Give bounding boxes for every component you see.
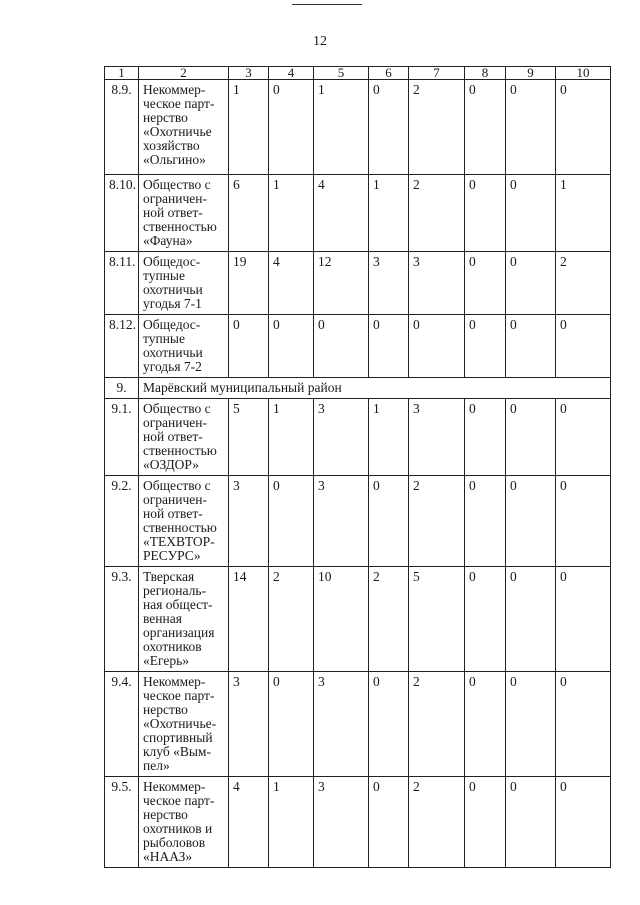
organization-name: Общество с ограничен- ной ответ- ственностью «ТЕХВТОР- РЕСУРС» (139, 476, 229, 567)
value-cell: 4 (314, 175, 369, 252)
value-cell: 0 (369, 777, 409, 868)
table-row (105, 175, 611, 252)
value-cell: 3 (409, 252, 465, 315)
row-number: 8.12. (105, 315, 139, 378)
value-cell: 3 (229, 476, 269, 567)
table-row (105, 777, 611, 868)
value-cell: 0 (556, 567, 611, 672)
value-cell: 0 (269, 476, 314, 567)
organization-name: Общество с ограничен- ной ответ- ственностью «Фауна» (139, 175, 229, 252)
value-cell: 3 (314, 476, 369, 567)
value-cell: 3 (229, 672, 269, 777)
column-header: 1 (105, 67, 139, 80)
organization-name: Общедос- тупные охотничьи угодья 7-1 (139, 252, 229, 315)
column-header: 10 (556, 67, 611, 80)
value-cell: 0 (506, 399, 556, 476)
table-row (105, 252, 611, 315)
value-cell: 3 (369, 252, 409, 315)
value-cell: 3 (314, 399, 369, 476)
value-cell: 3 (314, 777, 369, 868)
value-cell: 0 (369, 672, 409, 777)
value-cell: 1 (556, 175, 611, 252)
value-cell: 5 (409, 567, 465, 672)
column-header: 8 (465, 67, 506, 80)
value-cell: 0 (465, 252, 506, 315)
table-row (105, 672, 611, 777)
value-cell: 0 (314, 315, 369, 378)
value-cell: 0 (465, 175, 506, 252)
value-cell: 5 (229, 399, 269, 476)
value-cell: 0 (506, 672, 556, 777)
header-row (105, 67, 611, 80)
value-cell: 0 (506, 80, 556, 175)
value-cell: 1 (269, 175, 314, 252)
value-cell: 1 (369, 175, 409, 252)
organization-name: Тверская региональ- ная общест- венная организация охотников «Егерь» (139, 567, 229, 672)
value-cell: 0 (369, 315, 409, 378)
value-cell: 0 (229, 315, 269, 378)
value-cell: 0 (465, 80, 506, 175)
value-cell: 1 (314, 80, 369, 175)
row-number: 8.11. (105, 252, 139, 315)
organization-name: Некоммер- ческое парт- нерство охотников и рыболовов «НААЗ» (139, 777, 229, 868)
table-row (105, 315, 611, 378)
row-number: 9.2. (105, 476, 139, 567)
value-cell: 0 (506, 315, 556, 378)
value-cell: 12 (314, 252, 369, 315)
value-cell: 3 (409, 399, 465, 476)
value-cell: 10 (314, 567, 369, 672)
value-cell: 2 (409, 175, 465, 252)
section-title: Марёвский муниципальный район (139, 378, 611, 399)
value-cell: 1 (269, 777, 314, 868)
table-row (105, 567, 611, 672)
value-cell: 6 (229, 175, 269, 252)
column-header: 9 (506, 67, 556, 80)
value-cell: 0 (506, 175, 556, 252)
row-number: 9.3. (105, 567, 139, 672)
value-cell: 2 (556, 252, 611, 315)
value-cell: 0 (269, 80, 314, 175)
organization-name: Общедос- тупные охотничьи угодья 7-2 (139, 315, 229, 378)
value-cell: 0 (556, 80, 611, 175)
value-cell: 0 (556, 672, 611, 777)
table-row (105, 399, 611, 476)
value-cell: 19 (229, 252, 269, 315)
table-row (105, 476, 611, 567)
value-cell: 2 (409, 777, 465, 868)
page-number: 12 (313, 34, 327, 49)
value-cell: 0 (506, 777, 556, 868)
hunting-grounds-table (104, 66, 611, 868)
value-cell: 2 (369, 567, 409, 672)
value-cell: 1 (369, 399, 409, 476)
row-number: 9.5. (105, 777, 139, 868)
column-header: 2 (139, 67, 229, 80)
column-header: 7 (409, 67, 465, 80)
organization-name: Общество с ограничен- ной ответ- ственностью «ОЗДОР» (139, 399, 229, 476)
value-cell: 0 (506, 476, 556, 567)
section-row (105, 378, 611, 399)
value-cell: 0 (506, 567, 556, 672)
value-cell: 0 (409, 315, 465, 378)
value-cell: 3 (314, 672, 369, 777)
organization-name: Некоммер- ческое парт- нерство «Охотничье хозяйство «Ольгино» (139, 80, 229, 175)
column-header: 4 (269, 67, 314, 80)
value-cell: 0 (506, 252, 556, 315)
value-cell: 1 (229, 80, 269, 175)
table-row (105, 80, 611, 175)
value-cell: 0 (556, 777, 611, 868)
value-cell: 0 (369, 80, 409, 175)
value-cell: 4 (229, 777, 269, 868)
value-cell: 0 (465, 672, 506, 777)
row-number: 9. (105, 378, 139, 399)
value-cell: 0 (465, 399, 506, 476)
value-cell: 4 (269, 252, 314, 315)
value-cell: 2 (409, 476, 465, 567)
value-cell: 0 (556, 315, 611, 378)
row-number: 8.10. (105, 175, 139, 252)
value-cell: 0 (556, 399, 611, 476)
row-number: 8.9. (105, 80, 139, 175)
value-cell: 0 (465, 567, 506, 672)
value-cell: 0 (465, 777, 506, 868)
row-number: 9.1. (105, 399, 139, 476)
column-header: 5 (314, 67, 369, 80)
value-cell: 0 (369, 476, 409, 567)
value-cell: 0 (269, 672, 314, 777)
column-header: 6 (369, 67, 409, 80)
value-cell: 14 (229, 567, 269, 672)
row-number: 9.4. (105, 672, 139, 777)
top-edge-mark (292, 4, 362, 5)
value-cell: 2 (269, 567, 314, 672)
value-cell: 0 (465, 315, 506, 378)
value-cell: 2 (409, 80, 465, 175)
value-cell: 1 (269, 399, 314, 476)
column-header: 3 (229, 67, 269, 80)
value-cell: 0 (269, 315, 314, 378)
value-cell: 0 (465, 476, 506, 567)
value-cell: 2 (409, 672, 465, 777)
value-cell: 0 (556, 476, 611, 567)
organization-name: Некоммер- ческое парт- нерство «Охотничье- спортивный клуб «Вым- пел» (139, 672, 229, 777)
table-body (105, 67, 611, 868)
